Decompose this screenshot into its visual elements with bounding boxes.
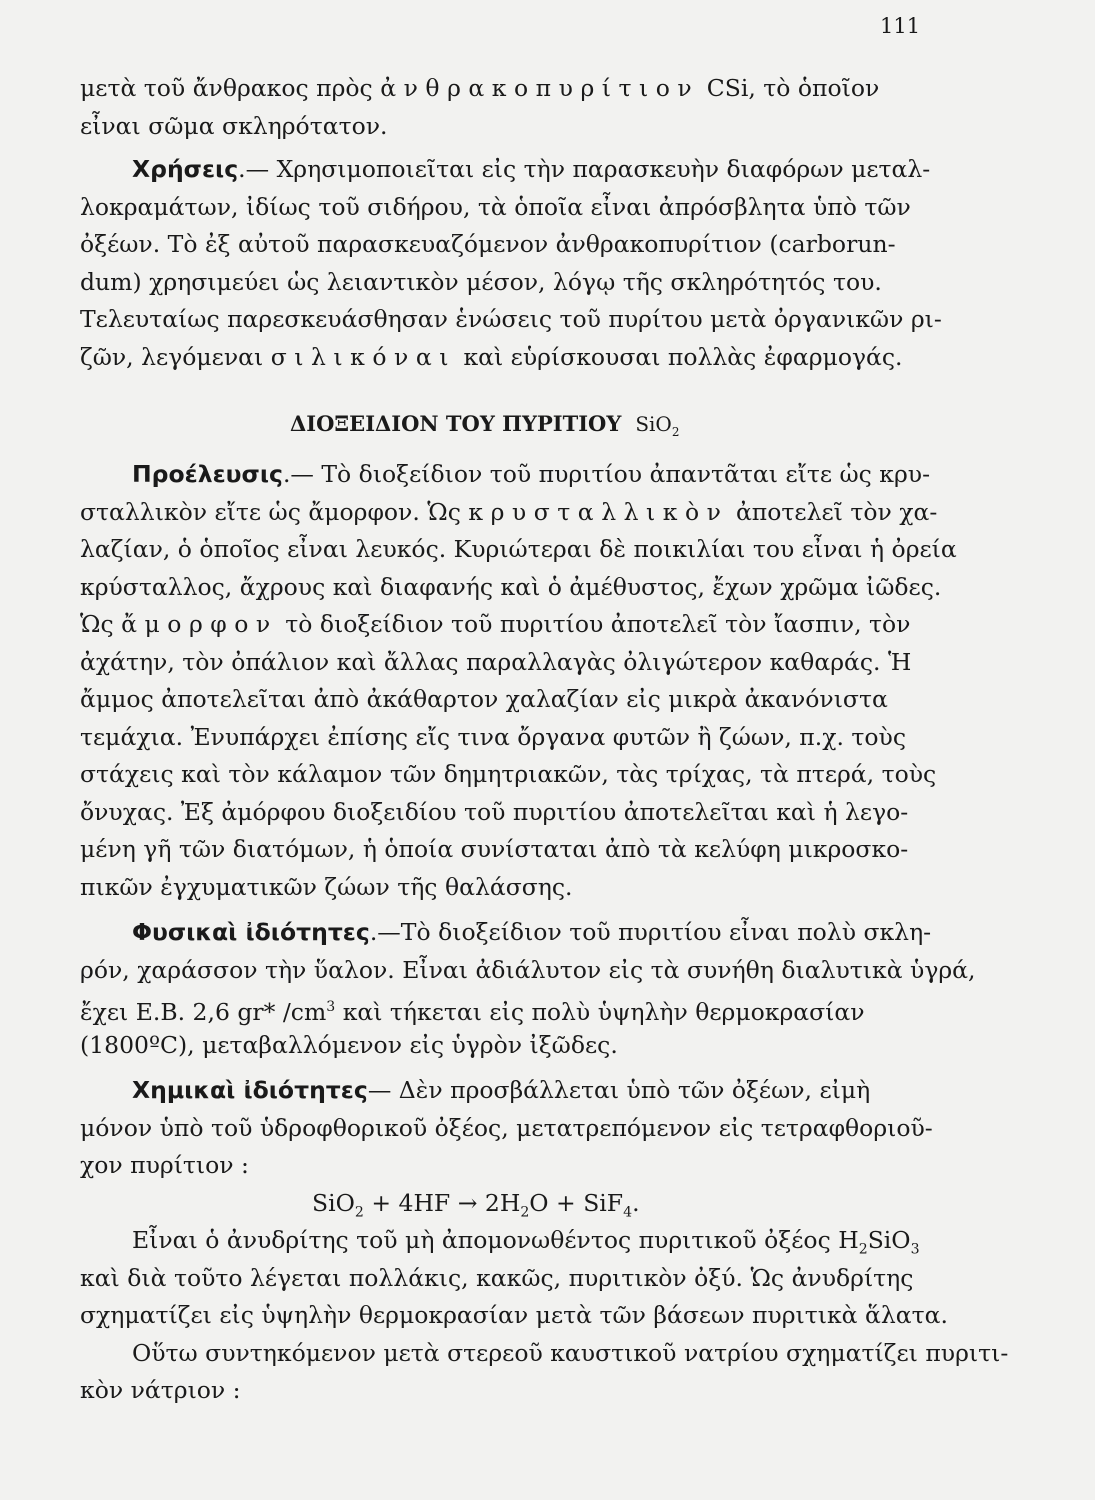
text-line xyxy=(80,339,940,377)
text-line xyxy=(80,606,940,644)
eq-part: SiO xyxy=(312,1188,355,1217)
formula-subscript: 2 xyxy=(671,425,680,439)
spaced-term: κρυσταλλικὸν xyxy=(468,497,729,526)
section-title-text: ΔΙΟΞΕΙΔΙΟΝ ΤΟΥ ΠΥΡΙΤΙΟΥ xyxy=(290,411,622,436)
subscript: 3 xyxy=(910,1241,920,1258)
text-run: ζῶν, λεγόμεναι xyxy=(80,342,264,371)
text-run: CSi, τὸ ὁποῖον xyxy=(706,74,880,102)
spaced-term: ἀνθρακοπυρίτιον xyxy=(380,74,700,102)
text-line: μένη γῆ τῶν διατόμων, ἡ ὁποία συνίσταται ἀπὸ τὰ κελύφη μικροσκο- xyxy=(80,835,909,863)
text-line: λαζίαν, ὁ ὁποῖος εἶναι λευκός. Κυριώτεραι δὲ ποικιλίαι του εἶναι ἡ ὀρεία xyxy=(80,535,957,563)
section-heading-origin: Προέλευσις xyxy=(132,460,283,488)
text-run: καὶ τήκεται εἰς πολὺ ὑψηλὴν θερμοκρασίαν xyxy=(335,997,865,1026)
text-line: λοκραμάτων, ἰδίως τοῦ σιδήρου, τὰ ὁποῖα εἶναι ἀπρόσβλητα ὑπὸ τῶν xyxy=(80,192,911,221)
text-line: καὶ διὰ τοῦτο λέγεται πολλάκις, κακῶς, πυριτικὸν ὀξύ. Ὡς ἀνυδρίτης xyxy=(80,1263,914,1292)
page-body xyxy=(80,70,1009,1410)
text-line: μόνον ὑπὸ τοῦ ὑδροφθορικοῦ ὀξέος, μετατρεπόμενον εἰς τετραφθοριοῦ- xyxy=(80,1113,933,1142)
text-line xyxy=(80,914,940,952)
text-line xyxy=(80,494,940,532)
text-line: Οὕτω συντηκόμενον μετὰ στερεοῦ καυστικοῦ νατρίου σχηματίζει πυριτι- xyxy=(132,1338,1009,1367)
text-line: ὀξέων. Τὸ ἐξ αὐτοῦ παρασκευαζόμενον ἀνθρακοπυρίτιον (carborun- xyxy=(80,230,896,258)
text-line: (1800ºC), μεταβαλλόμενον εἰς ὑγρὸν ἰξῶδες. xyxy=(80,1030,618,1059)
text-run: καὶ εὑρίσκουσαι πολλὰς ἐφαρμογάς. xyxy=(463,342,903,371)
text-line: χον πυρίτιον : xyxy=(80,1151,249,1179)
text-line: ρόν, χαράσσον τὴν ὕαλον. Εἶναι ἀδιάλυτον εἰς τὰ συνήθη διαλυτικὰ ὑγρά, xyxy=(80,955,976,984)
text-run: ἔχει Ε.Β. 2,6 gr* /cm xyxy=(80,997,327,1026)
chemical-equation xyxy=(80,1185,940,1223)
section-heading-uses: Χρήσεις xyxy=(132,155,239,183)
formula-text: SiO xyxy=(635,412,672,436)
text-run: ἀποτελεῖ τὸν χα- xyxy=(735,497,938,526)
text-line: στάχεις καὶ τὸν κάλαμον τῶν δημητριακῶν, τὰς τρίχας, τὰ πτερά, τοὺς xyxy=(80,760,937,788)
text-run: Ὡς xyxy=(80,610,114,638)
text-line: κὸν νάτριον : xyxy=(80,1376,241,1404)
eq-subscript: 4 xyxy=(623,1204,633,1221)
text-line: κρύσταλλος, ἄχρους καὶ διαφανής καὶ ὁ ἀμέθυστος, ἔχων χρῶμα ἰῶδες. xyxy=(80,572,942,601)
subscript: 2 xyxy=(858,1241,868,1258)
section-heading-chemical: Χημικαὶ ἰδιότητες xyxy=(132,1076,368,1104)
text-line: Τελευταίως παρεσκευάσθησαν ἑνώσεις τοῦ πυρίτου μετὰ ὀργανικῶν ρι- xyxy=(80,305,942,333)
page-number: 111 xyxy=(880,14,921,38)
text-run: Εἶναι ὁ ἀνυδρίτης τοῦ μὴ ἀπομονωθέντος πυριτικοῦ ὀξέος H xyxy=(132,1226,859,1254)
text-run: SiO xyxy=(867,1226,911,1254)
section-title-formula xyxy=(635,412,680,439)
superscript: 3 xyxy=(326,999,336,1015)
text-line: dum) χρησιμεύει ὡς λειαντικὸν μέσον, λόγῳ τῆς σκληρότητός του. xyxy=(80,267,882,296)
text-line xyxy=(80,151,940,189)
text-line xyxy=(80,1222,940,1260)
eq-part: . xyxy=(632,1188,640,1217)
text-run: .— Χρησιμοποιεῖται εἰς τὴν παρασκευὴν διαφόρων μεταλ- xyxy=(238,155,931,183)
text-line: τεμάχια. Ἐνυπάρχει ἐπίσης εἴς τινα ὄργανα φυτῶν ἢ ζώων, π.χ. τοὺς xyxy=(80,722,906,751)
text-line: σχηματίζει εἰς ὑψηλὴν θερμοκρασίαν μετὰ τῶν βάσεων πυριτικὰ ἅλατα. xyxy=(80,1301,948,1329)
text-line xyxy=(80,989,940,1027)
eq-part: + 4HF → 2H xyxy=(363,1188,521,1217)
text-line: ἀχάτην, τὸν ὀπάλιον καὶ ἄλλας παραλλαγὰς ὀλιγώτερον καθαράς. Ἡ xyxy=(80,647,912,676)
text-run: .—Τὸ διοξείδιον τοῦ πυριτίου εἶναι πολὺ σκλη- xyxy=(369,918,932,946)
spaced-term: ἄμορφον xyxy=(121,610,278,638)
text-line: ὄνυχας. Ἐξ ἀμόρφου διοξειδίου τοῦ πυριτίου ἀποτελεῖται καὶ ἡ λεγο- xyxy=(80,797,909,826)
text-line: ἄμμος ἀποτελεῖται ἀπὸ ἀκάθαρτον χαλαζίαν εἰς μικρὰ ἀκανόνιστα xyxy=(80,685,888,713)
text-run: — Δὲν προσβάλλεται ὑπὸ τῶν ὀξέων, εἰμὴ xyxy=(367,1076,871,1104)
section-title xyxy=(80,396,940,452)
section-heading-physical: Φυσικαὶ ἰδιότητες xyxy=(132,918,370,946)
text-line xyxy=(80,70,940,108)
text-line xyxy=(80,456,940,494)
spaced-term: σιλικόναι xyxy=(270,342,456,371)
text-run: μετὰ τοῦ ἄνθρακος πρὸς xyxy=(80,74,373,102)
eq-subscript: 2 xyxy=(354,1204,364,1221)
text-run: σταλλικὸν εἴτε ὡς ἄμορφον. Ὡς xyxy=(80,497,461,526)
text-line xyxy=(80,1072,940,1110)
eq-part: O + SiF xyxy=(529,1188,624,1217)
text-run: τὸ διοξείδιον τοῦ πυριτίου ἀποτελεῖ τὸν ἴασπιν, τὸν xyxy=(285,610,911,638)
text-line: εἶναι σῶμα σκληρότατον. xyxy=(80,111,388,140)
text-line: πικῶν ἐγχυματικῶν ζώων τῆς θαλάσσης. xyxy=(80,872,573,901)
text-run: .— Τὸ διοξείδιον τοῦ πυριτίου ἀπαντᾶται εἴτε ὡς κρυ- xyxy=(282,460,931,488)
eq-subscript: 2 xyxy=(520,1204,530,1221)
